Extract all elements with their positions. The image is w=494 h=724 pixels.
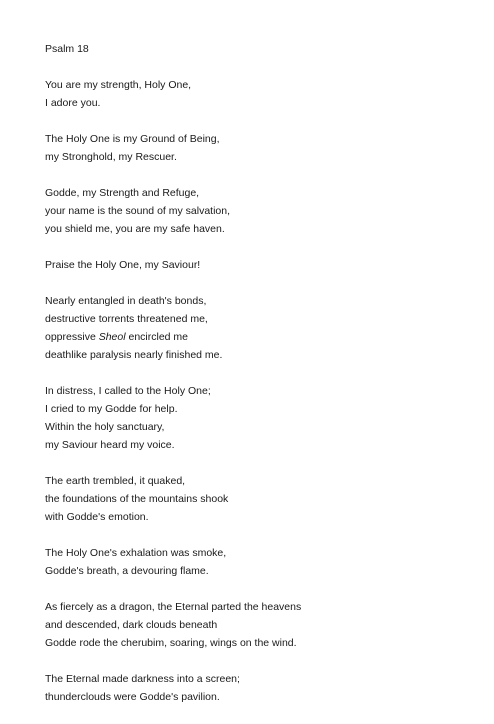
verse-line: You are my strength, Holy One,: [45, 79, 192, 91]
stanza: [45, 256, 485, 274]
verse-line: The earth trembled, it quaked,: [45, 475, 186, 487]
verse-line: In distress, I called to the Holy One;: [45, 385, 211, 397]
verse-line: Godde's breath, a devouring flame.: [45, 565, 209, 577]
stanza: [45, 670, 485, 706]
verse-line: my Stronghold, my Rescuer.: [45, 151, 177, 163]
stanza: [45, 130, 485, 166]
stanza: [45, 598, 485, 652]
verse-line: deathlike paralysis nearly finished me.: [45, 349, 223, 361]
verse-line: Godde, my Strength and Refuge,: [45, 187, 200, 199]
verse-line: with Godde's emotion.: [45, 511, 149, 523]
verse-line: your name is the sound of my salvation,: [45, 205, 231, 217]
verse-line: Praise the Holy One, my Saviour!: [45, 259, 201, 271]
verse-line: The Holy One's exhalation was smoke,: [45, 547, 227, 559]
verse-line: Godde rode the cherubim, soaring, wings on the wind.: [45, 637, 297, 649]
verse-line: As fiercely as a dragon, the Eternal parted the heavens: [45, 601, 302, 613]
italic-term: Sheol: [98, 331, 126, 343]
verse-line: the foundations of the mountains shook: [45, 493, 229, 505]
stanza: [45, 382, 485, 454]
verse-line: and descended, dark clouds beneath: [45, 619, 218, 631]
verse-line: The Eternal made darkness into a screen;: [45, 673, 240, 685]
stanza: [45, 472, 485, 526]
verse-line-text: encircled me: [125, 331, 189, 343]
verse-line: The Holy One is my Ground of Being,: [45, 133, 220, 145]
verse-line-text: oppressive: [45, 331, 99, 343]
stanza: [45, 184, 485, 238]
verse-line: I adore you.: [45, 97, 101, 109]
stanza: [45, 292, 485, 364]
psalm-text: [45, 40, 485, 724]
verse-line: Within the holy sanctuary,: [45, 421, 165, 433]
stanza-list: [45, 76, 485, 706]
document-title: Psalm 18: [45, 43, 89, 55]
verse-line: I cried to my Godde for help.: [45, 403, 178, 415]
verse-line: thunderclouds were Godde's pavilion.: [45, 691, 220, 703]
stanza: [45, 76, 485, 112]
verse-line: my Saviour heard my voice.: [45, 439, 175, 451]
stanza: [45, 544, 485, 580]
verse-line: [45, 328, 485, 346]
verse-line: you shield me, you are my safe haven.: [45, 223, 225, 235]
verse-line: Nearly entangled in death's bonds,: [45, 295, 207, 307]
verse-line: destructive torrents threatened me,: [45, 313, 208, 325]
